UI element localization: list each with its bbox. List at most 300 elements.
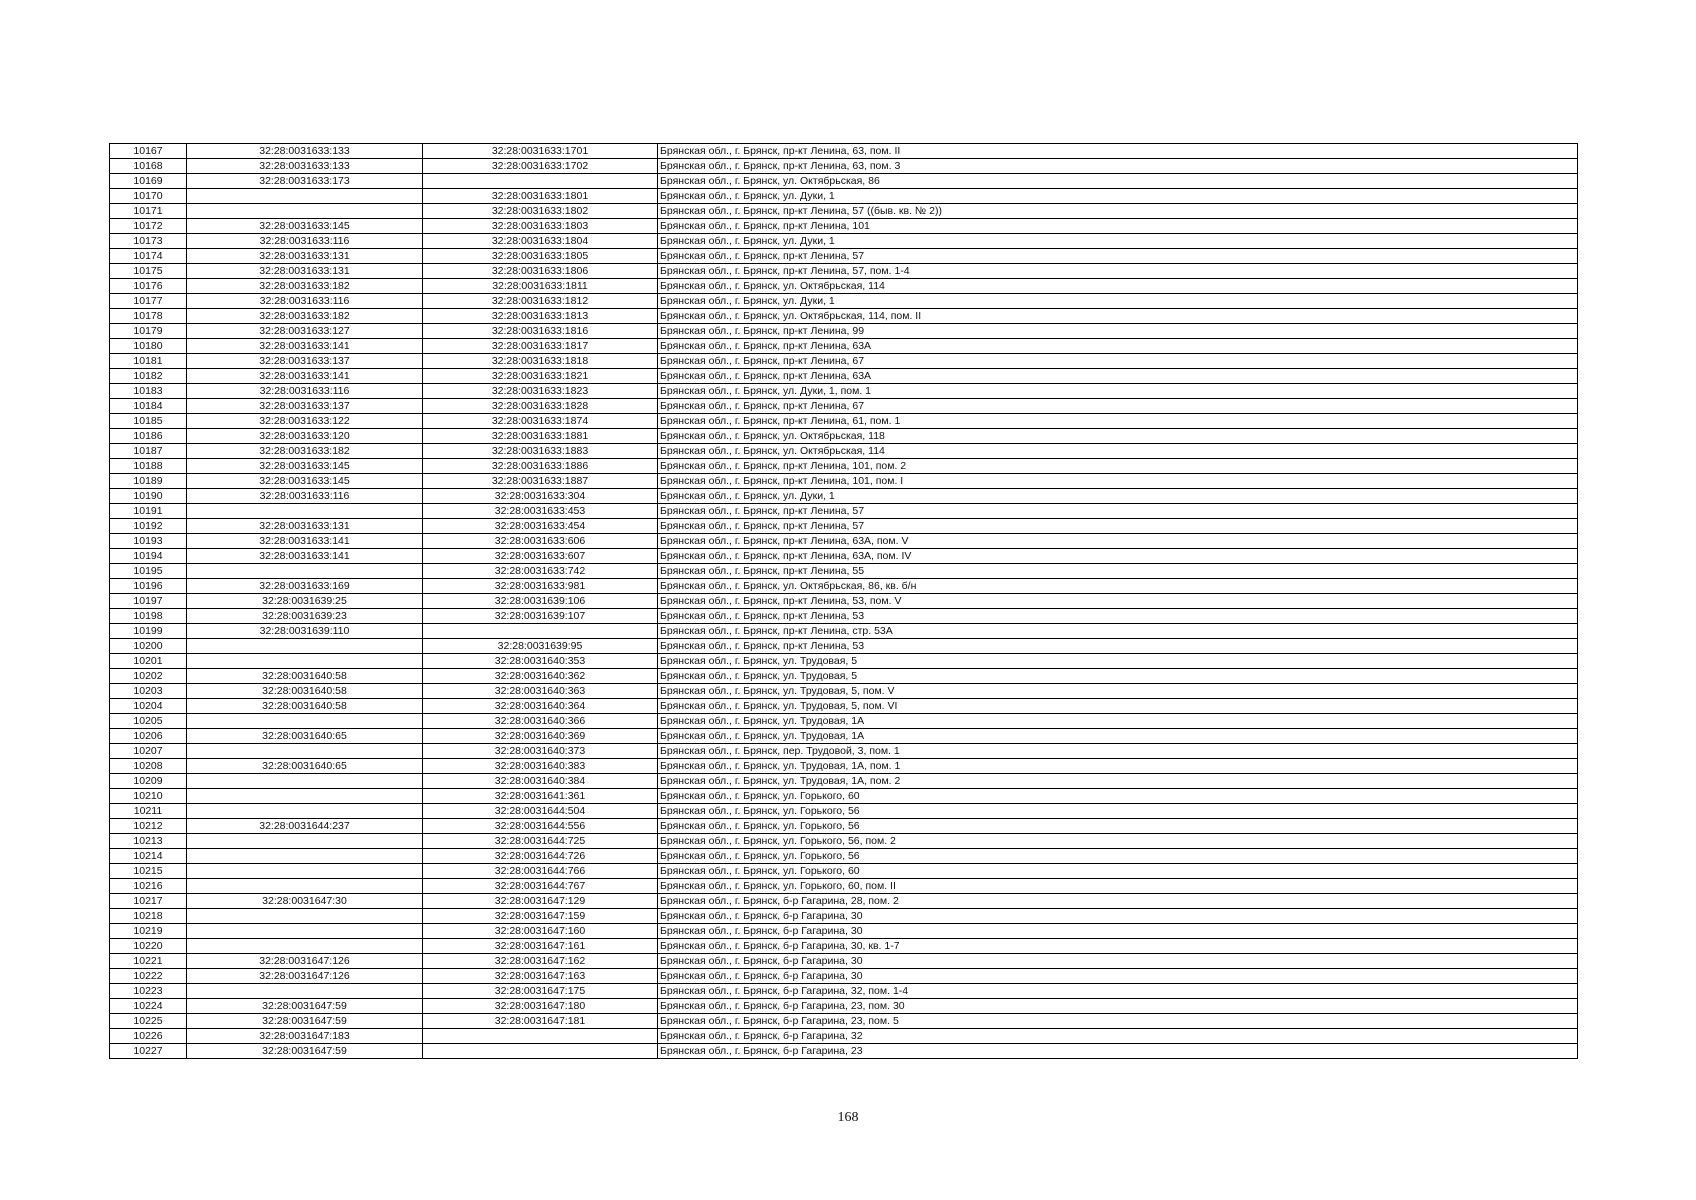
row-number-cell: 10207 xyxy=(110,744,187,759)
table-row xyxy=(110,894,1578,909)
address-cell: Брянская обл., г. Брянск, пр-кт Ленина, 101, пом. 2 xyxy=(658,459,1578,474)
cadastral-number-cell: 32:28:0031633:1828 xyxy=(423,399,658,414)
address-cell: Брянская обл., г. Брянск, ул. Горького, 60, пом. II xyxy=(658,879,1578,894)
address-cell: Брянская обл., г. Брянск, пр-кт Ленина, 63, пом. II xyxy=(658,144,1578,159)
address-cell: Брянская обл., г. Брянск, б-р Гагарина, 30 xyxy=(658,954,1578,969)
parent-cadastral-number-cell: 32:28:0031640:58 xyxy=(187,684,423,699)
row-number-cell: 10226 xyxy=(110,1029,187,1044)
cadastral-number-cell: 32:28:0031633:1887 xyxy=(423,474,658,489)
row-number-cell: 10187 xyxy=(110,444,187,459)
table-row xyxy=(110,339,1578,354)
row-number-cell: 10214 xyxy=(110,849,187,864)
table-row xyxy=(110,369,1578,384)
cadastral-number-cell: 32:28:0031647:175 xyxy=(423,984,658,999)
cadastral-number-cell: 32:28:0031640:364 xyxy=(423,699,658,714)
table-row xyxy=(110,879,1578,894)
table-row xyxy=(110,759,1578,774)
parent-cadastral-number-cell xyxy=(187,909,423,924)
address-cell: Брянская обл., г. Брянск, ул. Дуки, 1 xyxy=(658,189,1578,204)
address-cell: Брянская обл., г. Брянск, ул. Трудовая, 1А, пом. 2 xyxy=(658,774,1578,789)
cadastral-number-cell: 32:28:0031644:767 xyxy=(423,879,658,894)
cadastral-number-cell: 32:28:0031644:556 xyxy=(423,819,658,834)
row-number-cell: 10183 xyxy=(110,384,187,399)
table-row xyxy=(110,489,1578,504)
table-row xyxy=(110,984,1578,999)
parent-cadastral-number-cell: 32:28:0031639:23 xyxy=(187,609,423,624)
row-number-cell: 10176 xyxy=(110,279,187,294)
row-number-cell: 10190 xyxy=(110,489,187,504)
row-number-cell: 10213 xyxy=(110,834,187,849)
row-number-cell: 10222 xyxy=(110,969,187,984)
row-number-cell: 10177 xyxy=(110,294,187,309)
table-row xyxy=(110,939,1578,954)
table-row xyxy=(110,519,1578,534)
address-cell: Брянская обл., г. Брянск, пр-кт Ленина, 61, пом. 1 xyxy=(658,414,1578,429)
address-cell: Брянская обл., г. Брянск, ул. Трудовая, 5, пом. VI xyxy=(658,699,1578,714)
address-cell: Брянская обл., г. Брянск, пр-кт Ленина, 53 xyxy=(658,609,1578,624)
row-number-cell: 10198 xyxy=(110,609,187,624)
table-row xyxy=(110,144,1578,159)
row-number-cell: 10186 xyxy=(110,429,187,444)
cadastral-number-cell: 32:28:0031633:1803 xyxy=(423,219,658,234)
address-cell: Брянская обл., г. Брянск, пр-кт Ленина, 67 xyxy=(658,354,1578,369)
address-cell: Брянская обл., г. Брянск, ул. Горького, 56 xyxy=(658,804,1578,819)
row-number-cell: 10170 xyxy=(110,189,187,204)
parent-cadastral-number-cell xyxy=(187,774,423,789)
parent-cadastral-number-cell: 32:28:0031640:58 xyxy=(187,699,423,714)
parent-cadastral-number-cell: 32:28:0031633:116 xyxy=(187,384,423,399)
parent-cadastral-number-cell: 32:28:0031633:182 xyxy=(187,309,423,324)
address-cell: Брянская обл., г. Брянск, ул. Трудовая, 1А, пом. 1 xyxy=(658,759,1578,774)
address-cell: Брянская обл., г. Брянск, пр-кт Ленина, 67 xyxy=(658,399,1578,414)
row-number-cell: 10173 xyxy=(110,234,187,249)
row-number-cell: 10184 xyxy=(110,399,187,414)
row-number-cell: 10171 xyxy=(110,204,187,219)
cadastral-number-cell: 32:28:0031647:162 xyxy=(423,954,658,969)
parent-cadastral-number-cell: 32:28:0031633:145 xyxy=(187,219,423,234)
table-row xyxy=(110,624,1578,639)
cadastral-number-cell: 32:28:0031647:159 xyxy=(423,909,658,924)
cadastral-number-cell: 32:28:0031644:766 xyxy=(423,864,658,879)
address-cell: Брянская обл., г. Брянск, б-р Гагарина, 23, пом. 5 xyxy=(658,1014,1578,1029)
parent-cadastral-number-cell xyxy=(187,564,423,579)
cadastral-number-cell: 32:28:0031640:384 xyxy=(423,774,658,789)
row-number-cell: 10215 xyxy=(110,864,187,879)
address-cell: Брянская обл., г. Брянск, пр-кт Ленина, 63А, пом. V xyxy=(658,534,1578,549)
address-cell: Брянская обл., г. Брянск, пр-кт Ленина, 101 xyxy=(658,219,1578,234)
row-number-cell: 10197 xyxy=(110,594,187,609)
parent-cadastral-number-cell: 32:28:0031647:59 xyxy=(187,1014,423,1029)
parent-cadastral-number-cell xyxy=(187,204,423,219)
row-number-cell: 10225 xyxy=(110,1014,187,1029)
parent-cadastral-number-cell xyxy=(187,939,423,954)
table-row xyxy=(110,669,1578,684)
parent-cadastral-number-cell: 32:28:0031633:141 xyxy=(187,549,423,564)
cadastral-number-cell: 32:28:0031644:726 xyxy=(423,849,658,864)
address-cell: Брянская обл., г. Брянск, ул. Октябрьская, 118 xyxy=(658,429,1578,444)
address-cell: Брянская обл., г. Брянск, ул. Октябрьская, 86, кв. б/н xyxy=(658,579,1578,594)
address-cell: Брянская обл., г. Брянск, пр-кт Ленина, 63А, пом. IV xyxy=(658,549,1578,564)
parent-cadastral-number-cell: 32:28:0031633:141 xyxy=(187,369,423,384)
parent-cadastral-number-cell: 32:28:0031639:25 xyxy=(187,594,423,609)
cadastral-number-cell: 32:28:0031633:1883 xyxy=(423,444,658,459)
address-cell: Брянская обл., г. Брянск, пр-кт Ленина, 57 xyxy=(658,504,1578,519)
cadastral-number-cell: 32:28:0031633:1813 xyxy=(423,309,658,324)
parent-cadastral-number-cell: 32:28:0031633:145 xyxy=(187,474,423,489)
cadastral-number-cell: 32:28:0031633:453 xyxy=(423,504,658,519)
row-number-cell: 10185 xyxy=(110,414,187,429)
cadastral-number-cell: 32:28:0031647:160 xyxy=(423,924,658,939)
row-number-cell: 10216 xyxy=(110,879,187,894)
parent-cadastral-number-cell xyxy=(187,849,423,864)
address-cell: Брянская обл., г. Брянск, ул. Октябрьская, 114 xyxy=(658,279,1578,294)
cadastral-number-cell: 32:28:0031633:742 xyxy=(423,564,658,579)
cadastral-number-cell: 32:28:0031633:1812 xyxy=(423,294,658,309)
cadastral-number-cell: 32:28:0031633:981 xyxy=(423,579,658,594)
cadastral-number-cell: 32:28:0031640:353 xyxy=(423,654,658,669)
cadastral-number-cell: 32:28:0031640:366 xyxy=(423,714,658,729)
cadastral-number-cell: 32:28:0031633:1802 xyxy=(423,204,658,219)
row-number-cell: 10219 xyxy=(110,924,187,939)
address-cell: Брянская обл., г. Брянск, пер. Трудовой, 3, пом. 1 xyxy=(658,744,1578,759)
row-number-cell: 10191 xyxy=(110,504,187,519)
row-number-cell: 10199 xyxy=(110,624,187,639)
parent-cadastral-number-cell: 32:28:0031633:131 xyxy=(187,519,423,534)
address-cell: Брянская обл., г. Брянск, ул. Трудовая, 1А xyxy=(658,714,1578,729)
table-row xyxy=(110,189,1578,204)
parent-cadastral-number-cell: 32:28:0031640:58 xyxy=(187,669,423,684)
row-number-cell: 10208 xyxy=(110,759,187,774)
cadastral-number-cell: 32:28:0031633:606 xyxy=(423,534,658,549)
cadastral-number-cell: 32:28:0031639:106 xyxy=(423,594,658,609)
cadastral-number-cell: 32:28:0031633:1823 xyxy=(423,384,658,399)
address-cell: Брянская обл., г. Брянск, пр-кт Ленина, 55 xyxy=(658,564,1578,579)
registry-table-body xyxy=(110,144,1578,1059)
parent-cadastral-number-cell xyxy=(187,744,423,759)
parent-cadastral-number-cell: 32:28:0031640:65 xyxy=(187,729,423,744)
cadastral-number-cell: 32:28:0031633:1874 xyxy=(423,414,658,429)
cadastral-number-cell xyxy=(423,624,658,639)
cadastral-number-cell: 32:28:0031633:1817 xyxy=(423,339,658,354)
address-cell: Брянская обл., г. Брянск, пр-кт Ленина, 63, пом. 3 xyxy=(658,159,1578,174)
table-row xyxy=(110,924,1578,939)
table-row xyxy=(110,294,1578,309)
parent-cadastral-number-cell: 32:28:0031647:183 xyxy=(187,1029,423,1044)
row-number-cell: 10172 xyxy=(110,219,187,234)
cadastral-number-cell: 32:28:0031640:369 xyxy=(423,729,658,744)
parent-cadastral-number-cell: 32:28:0031633:133 xyxy=(187,159,423,174)
cadastral-number-cell: 32:28:0031633:1702 xyxy=(423,159,658,174)
table-row xyxy=(110,999,1578,1014)
table-row xyxy=(110,729,1578,744)
table-row xyxy=(110,819,1578,834)
cadastral-number-cell xyxy=(423,1044,658,1059)
table-row xyxy=(110,864,1578,879)
table-row xyxy=(110,234,1578,249)
address-cell: Брянская обл., г. Брянск, б-р Гагарина, 32 xyxy=(658,1029,1578,1044)
address-cell: Брянская обл., г. Брянск, ул. Трудовая, 5, пом. V xyxy=(658,684,1578,699)
parent-cadastral-number-cell xyxy=(187,924,423,939)
table-row xyxy=(110,414,1578,429)
table-row xyxy=(110,834,1578,849)
cadastral-number-cell xyxy=(423,174,658,189)
address-cell: Брянская обл., г. Брянск, б-р Гагарина, 23 xyxy=(658,1044,1578,1059)
row-number-cell: 10221 xyxy=(110,954,187,969)
address-cell: Брянская обл., г. Брянск, пр-кт Ленина, стр. 53А xyxy=(658,624,1578,639)
table-row xyxy=(110,639,1578,654)
row-number-cell: 10178 xyxy=(110,309,187,324)
table-row xyxy=(110,699,1578,714)
row-number-cell: 10195 xyxy=(110,564,187,579)
cadastral-number-cell: 32:28:0031633:1701 xyxy=(423,144,658,159)
address-cell: Брянская обл., г. Брянск, б-р Гагарина, 32, пом. 1-4 xyxy=(658,984,1578,999)
cadastral-number-cell: 32:28:0031640:363 xyxy=(423,684,658,699)
parent-cadastral-number-cell: 32:28:0031633:131 xyxy=(187,264,423,279)
parent-cadastral-number-cell: 32:28:0031633:141 xyxy=(187,339,423,354)
row-number-cell: 10200 xyxy=(110,639,187,654)
cadastral-number-cell: 32:28:0031647:163 xyxy=(423,969,658,984)
parent-cadastral-number-cell: 32:28:0031633:145 xyxy=(187,459,423,474)
parent-cadastral-number-cell xyxy=(187,639,423,654)
parent-cadastral-number-cell: 32:28:0031633:116 xyxy=(187,489,423,504)
cadastral-number-cell: 32:28:0031647:181 xyxy=(423,1014,658,1029)
cadastral-number-cell: 32:28:0031633:607 xyxy=(423,549,658,564)
table-row xyxy=(110,324,1578,339)
table-row xyxy=(110,264,1578,279)
cadastral-number-cell: 32:28:0031633:1881 xyxy=(423,429,658,444)
address-cell: Брянская обл., г. Брянск, пр-кт Ленина, 63А xyxy=(658,339,1578,354)
cadastral-number-cell: 32:28:0031647:129 xyxy=(423,894,658,909)
table-row xyxy=(110,504,1578,519)
row-number-cell: 10206 xyxy=(110,729,187,744)
row-number-cell: 10202 xyxy=(110,669,187,684)
address-cell: Брянская обл., г. Брянск, пр-кт Ленина, 101, пом. I xyxy=(658,474,1578,489)
row-number-cell: 10167 xyxy=(110,144,187,159)
table-row xyxy=(110,594,1578,609)
address-cell: Брянская обл., г. Брянск, пр-кт Ленина, 99 xyxy=(658,324,1578,339)
cadastral-number-cell: 32:28:0031641:361 xyxy=(423,789,658,804)
parent-cadastral-number-cell: 32:28:0031633:120 xyxy=(187,429,423,444)
cadastral-number-cell: 32:28:0031647:161 xyxy=(423,939,658,954)
cadastral-number-cell: 32:28:0031633:1804 xyxy=(423,234,658,249)
parent-cadastral-number-cell: 32:28:0031633:127 xyxy=(187,324,423,339)
parent-cadastral-number-cell: 32:28:0031647:126 xyxy=(187,969,423,984)
address-cell: Брянская обл., г. Брянск, ул. Дуки, 1 xyxy=(658,234,1578,249)
parent-cadastral-number-cell: 32:28:0031633:182 xyxy=(187,444,423,459)
table-row xyxy=(110,204,1578,219)
table-row xyxy=(110,534,1578,549)
row-number-cell: 10220 xyxy=(110,939,187,954)
table-row xyxy=(110,774,1578,789)
cadastral-number-cell: 32:28:0031633:1811 xyxy=(423,279,658,294)
address-cell: Брянская обл., г. Брянск, б-р Гагарина, 28, пом. 2 xyxy=(658,894,1578,909)
cadastral-number-cell: 32:28:0031633:1806 xyxy=(423,264,658,279)
row-number-cell: 10224 xyxy=(110,999,187,1014)
table-row xyxy=(110,399,1578,414)
cadastral-number-cell: 32:28:0031633:1821 xyxy=(423,369,658,384)
table-row xyxy=(110,384,1578,399)
address-cell: Брянская обл., г. Брянск, ул. Дуки, 1, пом. 1 xyxy=(658,384,1578,399)
row-number-cell: 10211 xyxy=(110,804,187,819)
parent-cadastral-number-cell: 32:28:0031647:30 xyxy=(187,894,423,909)
parent-cadastral-number-cell xyxy=(187,189,423,204)
cadastral-number-cell: 32:28:0031639:95 xyxy=(423,639,658,654)
parent-cadastral-number-cell: 32:28:0031640:65 xyxy=(187,759,423,774)
address-cell: Брянская обл., г. Брянск, пр-кт Ленина, 53 xyxy=(658,639,1578,654)
table-row xyxy=(110,174,1578,189)
table-row xyxy=(110,1029,1578,1044)
address-cell: Брянская обл., г. Брянск, ул. Горького, 60 xyxy=(658,864,1578,879)
table-row xyxy=(110,714,1578,729)
cadastral-number-cell: 32:28:0031644:725 xyxy=(423,834,658,849)
address-cell: Брянская обл., г. Брянск, б-р Гагарина, 30 xyxy=(658,924,1578,939)
table-row xyxy=(110,789,1578,804)
parent-cadastral-number-cell xyxy=(187,879,423,894)
parent-cadastral-number-cell: 32:28:0031633:173 xyxy=(187,174,423,189)
address-cell: Брянская обл., г. Брянск, пр-кт Ленина, 57 xyxy=(658,249,1578,264)
cadastral-number-cell: 32:28:0031647:180 xyxy=(423,999,658,1014)
parent-cadastral-number-cell xyxy=(187,714,423,729)
parent-cadastral-number-cell: 32:28:0031647:59 xyxy=(187,1044,423,1059)
table-row xyxy=(110,159,1578,174)
table-row xyxy=(110,609,1578,624)
row-number-cell: 10174 xyxy=(110,249,187,264)
row-number-cell: 10179 xyxy=(110,324,187,339)
address-cell: Брянская обл., г. Брянск, пр-кт Ленина, 57 xyxy=(658,519,1578,534)
row-number-cell: 10205 xyxy=(110,714,187,729)
row-number-cell: 10181 xyxy=(110,354,187,369)
row-number-cell: 10223 xyxy=(110,984,187,999)
row-number-cell: 10175 xyxy=(110,264,187,279)
registry-table xyxy=(109,143,1578,1059)
table-row xyxy=(110,579,1578,594)
row-number-cell: 10168 xyxy=(110,159,187,174)
parent-cadastral-number-cell: 32:28:0031644:237 xyxy=(187,819,423,834)
address-cell: Брянская обл., г. Брянск, б-р Гагарина, 30 xyxy=(658,969,1578,984)
address-cell: Брянская обл., г. Брянск, пр-кт Ленина, 57, пом. 1-4 xyxy=(658,264,1578,279)
address-cell: Брянская обл., г. Брянск, ул. Горького, 56, пом. 2 xyxy=(658,834,1578,849)
parent-cadastral-number-cell: 32:28:0031633:122 xyxy=(187,414,423,429)
address-cell: Брянская обл., г. Брянск, б-р Гагарина, 30 xyxy=(658,909,1578,924)
cadastral-number-cell: 32:28:0031633:304 xyxy=(423,489,658,504)
row-number-cell: 10210 xyxy=(110,789,187,804)
cadastral-number-cell: 32:28:0031640:362 xyxy=(423,669,658,684)
address-cell: Брянская обл., г. Брянск, ул. Дуки, 1 xyxy=(658,294,1578,309)
table-row xyxy=(110,954,1578,969)
address-cell: Брянская обл., г. Брянск, ул. Трудовая, 5 xyxy=(658,669,1578,684)
cadastral-number-cell: 32:28:0031633:1805 xyxy=(423,249,658,264)
address-cell: Брянская обл., г. Брянск, пр-кт Ленина, 63А xyxy=(658,369,1578,384)
table-row xyxy=(110,909,1578,924)
row-number-cell: 10227 xyxy=(110,1044,187,1059)
row-number-cell: 10203 xyxy=(110,684,187,699)
table-row xyxy=(110,354,1578,369)
page-number: 168 xyxy=(837,1110,859,1125)
row-number-cell: 10201 xyxy=(110,654,187,669)
address-cell: Брянская обл., г. Брянск, ул. Октябрьская, 114 xyxy=(658,444,1578,459)
parent-cadastral-number-cell xyxy=(187,834,423,849)
table-row xyxy=(110,744,1578,759)
cadastral-number-cell: 32:28:0031640:383 xyxy=(423,759,658,774)
table-row xyxy=(110,474,1578,489)
table-row xyxy=(110,279,1578,294)
row-number-cell: 10188 xyxy=(110,459,187,474)
parent-cadastral-number-cell xyxy=(187,984,423,999)
cadastral-number-cell: 32:28:0031633:1818 xyxy=(423,354,658,369)
address-cell: Брянская обл., г. Брянск, ул. Трудовая, 1А xyxy=(658,729,1578,744)
address-cell: Брянская обл., г. Брянск, б-р Гагарина, 30, кв. 1-7 xyxy=(658,939,1578,954)
table-row xyxy=(110,309,1578,324)
row-number-cell: 10169 xyxy=(110,174,187,189)
row-number-cell: 10196 xyxy=(110,579,187,594)
table-row xyxy=(110,249,1578,264)
row-number-cell: 10204 xyxy=(110,699,187,714)
cadastral-number-cell: 32:28:0031639:107 xyxy=(423,609,658,624)
table-row xyxy=(110,219,1578,234)
table-row xyxy=(110,654,1578,669)
parent-cadastral-number-cell xyxy=(187,864,423,879)
parent-cadastral-number-cell: 32:28:0031633:182 xyxy=(187,279,423,294)
cadastral-number-cell: 32:28:0031633:1801 xyxy=(423,189,658,204)
table-row xyxy=(110,429,1578,444)
cadastral-number-cell: 32:28:0031644:504 xyxy=(423,804,658,819)
row-number-cell: 10180 xyxy=(110,339,187,354)
parent-cadastral-number-cell xyxy=(187,789,423,804)
parent-cadastral-number-cell: 32:28:0031639:110 xyxy=(187,624,423,639)
row-number-cell: 10192 xyxy=(110,519,187,534)
address-cell: Брянская обл., г. Брянск, ул. Горького, 56 xyxy=(658,849,1578,864)
cadastral-number-cell xyxy=(423,1029,658,1044)
cadastral-number-cell: 32:28:0031633:454 xyxy=(423,519,658,534)
parent-cadastral-number-cell: 32:28:0031633:169 xyxy=(187,579,423,594)
parent-cadastral-number-cell: 32:28:0031633:116 xyxy=(187,234,423,249)
table-row xyxy=(110,459,1578,474)
table-row xyxy=(110,849,1578,864)
row-number-cell: 10209 xyxy=(110,774,187,789)
row-number-cell: 10189 xyxy=(110,474,187,489)
table-row xyxy=(110,564,1578,579)
cadastral-number-cell: 32:28:0031633:1886 xyxy=(423,459,658,474)
parent-cadastral-number-cell: 32:28:0031633:137 xyxy=(187,399,423,414)
parent-cadastral-number-cell xyxy=(187,504,423,519)
address-cell: Брянская обл., г. Брянск, ул. Горького, 56 xyxy=(658,819,1578,834)
parent-cadastral-number-cell: 32:28:0031633:137 xyxy=(187,354,423,369)
table-row xyxy=(110,444,1578,459)
parent-cadastral-number-cell xyxy=(187,654,423,669)
parent-cadastral-number-cell: 32:28:0031647:126 xyxy=(187,954,423,969)
address-cell: Брянская обл., г. Брянск, ул. Дуки, 1 xyxy=(658,489,1578,504)
parent-cadastral-number-cell: 32:28:0031633:116 xyxy=(187,294,423,309)
row-number-cell: 10218 xyxy=(110,909,187,924)
address-cell: Брянская обл., г. Брянск, ул. Октябрьская, 114, пом. II xyxy=(658,309,1578,324)
row-number-cell: 10194 xyxy=(110,549,187,564)
parent-cadastral-number-cell xyxy=(187,804,423,819)
address-cell: Брянская обл., г. Брянск, пр-кт Ленина, 53, пом. V xyxy=(658,594,1578,609)
parent-cadastral-number-cell: 32:28:0031647:59 xyxy=(187,999,423,1014)
row-number-cell: 10182 xyxy=(110,369,187,384)
address-cell: Брянская обл., г. Брянск, ул. Горького, 60 xyxy=(658,789,1578,804)
table-row xyxy=(110,804,1578,819)
row-number-cell: 10217 xyxy=(110,894,187,909)
table-row xyxy=(110,1044,1578,1059)
address-cell: Брянская обл., г. Брянск, пр-кт Ленина, 57 ((быв. кв. № 2)) xyxy=(658,204,1578,219)
address-cell: Брянская обл., г. Брянск, ул. Октябрьская, 86 xyxy=(658,174,1578,189)
table-row xyxy=(110,684,1578,699)
parent-cadastral-number-cell: 32:28:0031633:133 xyxy=(187,144,423,159)
parent-cadastral-number-cell: 32:28:0031633:131 xyxy=(187,249,423,264)
address-cell: Брянская обл., г. Брянск, ул. Трудовая, 5 xyxy=(658,654,1578,669)
table-row xyxy=(110,549,1578,564)
